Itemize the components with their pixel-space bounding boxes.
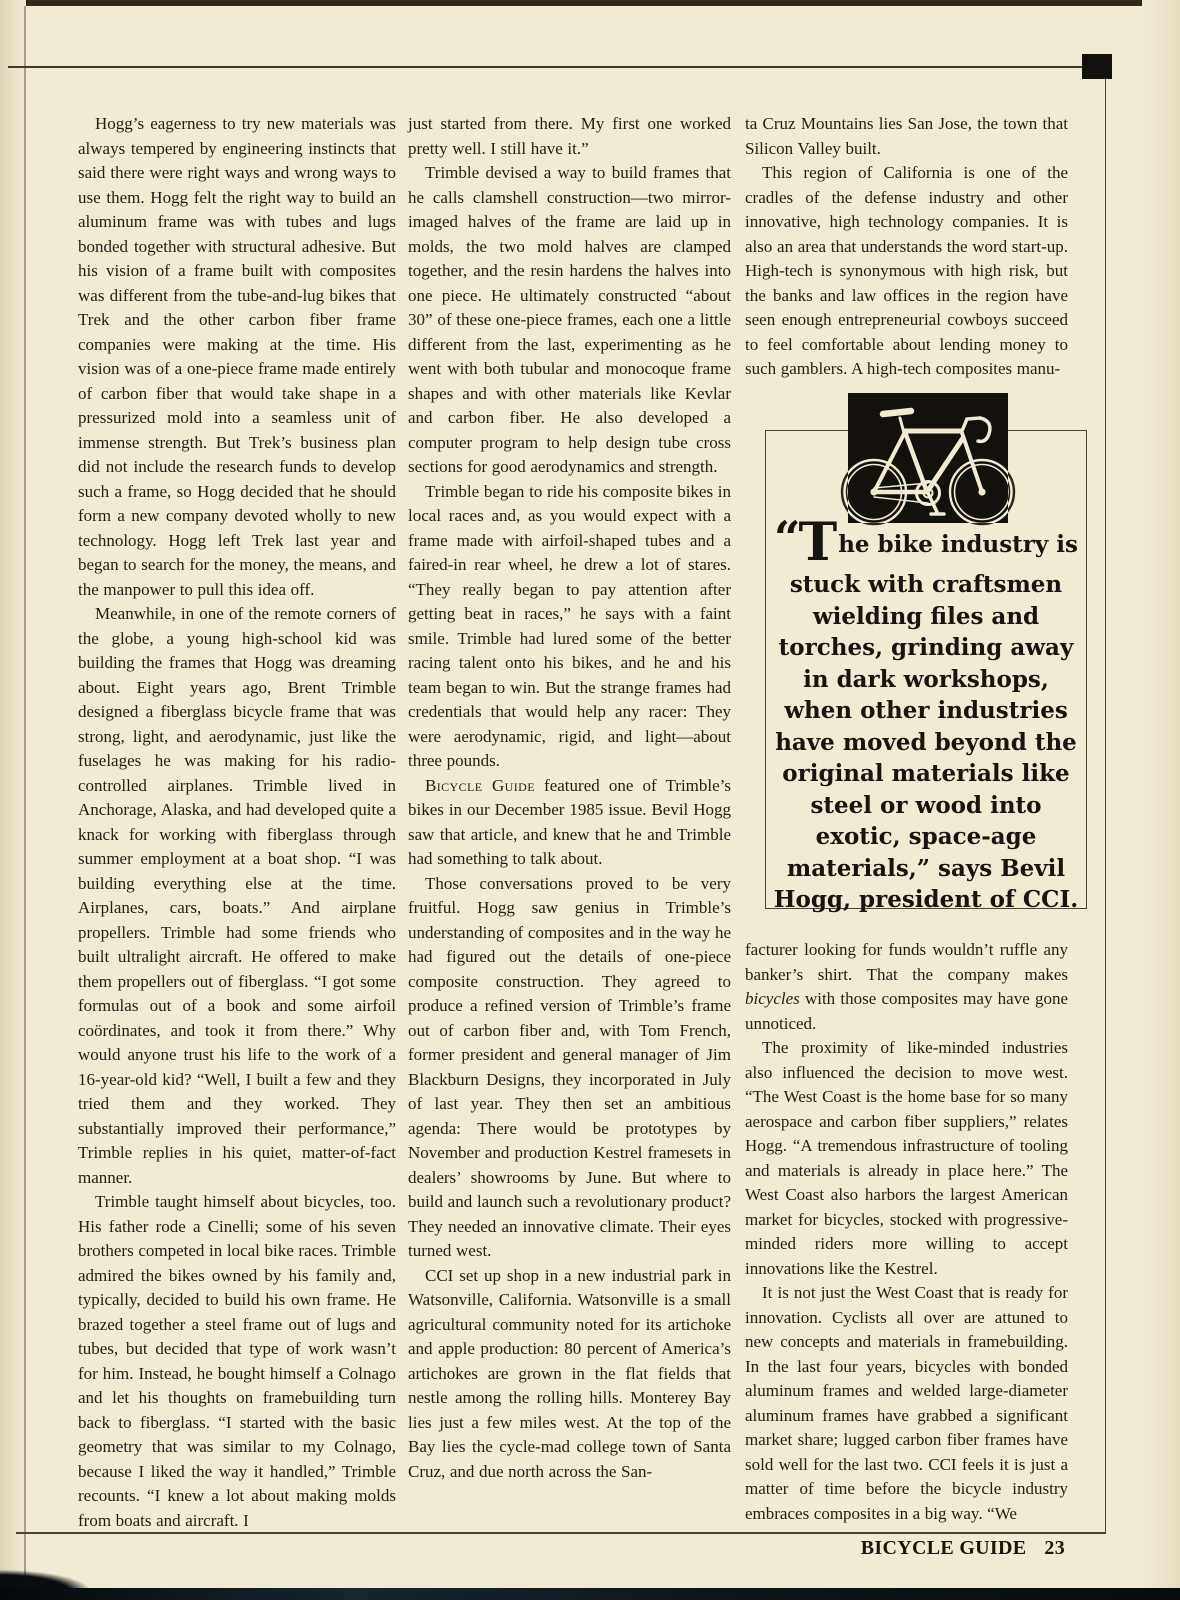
paragraph: It is not just the West Coast that is ready for innovation. Cyclists all over are attuned to new concepts and materials in framebuilding. In the last four years, bicycles with bonded aluminum frames and welded large-diameter aluminum frames have grabbed a significant market share; lugged carbon fiber frames have sold well for the last two. CCI feels it is just a matter of time before the bicycle industry embraces composites in a big way. “We <box>745 1283 1068 1523</box>
pullquote-line: Hogg, president of CCI. <box>773 886 1079 913</box>
pullquote-first-line <box>770 511 1082 573</box>
page-crease-line <box>24 6 26 1594</box>
corner-square-ornament <box>1082 54 1112 79</box>
page-footer <box>745 1537 1065 1560</box>
paragraph: Bicycle Guide featured one of Trimble’s bikes in our December 1985 issue. Bevil Hogg saw that article, and knew that he and Trimble had something to talk about. <box>408 775 731 868</box>
paragraph: Trimble began to ride his composite bikes in local races and, as you would expect with a frame made with airfoil-shaped tubes and a faired-in rear wheel, he drew a lot of stares. “They really began to pay attention after getting beat in races,” he says with a faint smile. Trimble had lured some of the better racing talent onto his bikes, and he and his team began to win. But the strange frames had credentials that would help any racer: They were aerodynamic, rigid, and light—about three pounds. <box>408 481 731 770</box>
top-rule <box>8 66 1084 68</box>
text-column-1 <box>78 112 396 1533</box>
pullquote-first-line-text: he bike industry is <box>838 531 1078 558</box>
paragraph: ta Cruz Mountains lies San Jose, the town that Silicon Valley built. <box>745 114 1068 158</box>
pullquote <box>770 511 1082 916</box>
pullquote-drop-cap: T <box>798 512 838 573</box>
pullquote-line: materials,” says Bevil <box>786 854 1066 882</box>
pullquote-line: steel or wood into <box>810 791 1042 819</box>
magazine-title: BICYCLE GUIDE <box>860 1537 1027 1559</box>
paragraph: Trimble devised a way to build frames that he calls clamshell construction—two mirror-imaged halves of the frame are laid up in molds, the two mold halves are clamped together, and the resin hardens the halves into one piece. He ultimately constructed “about 30” of these one-piece frames, each one a little different from the last, experimenting as he went with both tubular and monocoque frame shapes and with other materials like Kevlar and carbon fiber. He also developed a computer program to help design tube cross sections for good aerodynamics and strength. <box>408 163 731 476</box>
paragraph: just started from there. My first one worked pretty well. I still have it.” <box>408 114 731 158</box>
pullquote-line: torches, grinding away <box>778 634 1074 661</box>
pullquote-line: when other industries <box>784 697 1068 724</box>
paragraph: This region of California is one of the cradles of the defense industry and other innovative, high technology companies. It is also an area that understands the word start-up. High-tech is synonymous with high risk, but the banks and law offices in the region have seen enough entrepreneurial cowboys succeed to feel comfortable about lending money to such gamblers. A high-tech composites manu- <box>745 163 1068 378</box>
paragraph: Meanwhile, in one of the remote corners of the globe, a young high-school kid was building the frames that Hogg was dreaming about. Eight years ago, Brent Trimble designed a fiberglass bicycle frame that was strong, light, and aerodynamic, just like the fuselages he was making for his radio-controlled airplanes. Trimble lived in Anchorage, Alaska, and had developed quite a knack for working with fiberglass through summer employment at a boat shop. “I was building everything else at the time. Airplanes, cars, boats.” And airplane propellers. Trimble had some friends who built ultralight aircraft. He offered to make them propellers out of fiberglass. “I got some formulas out of a book and some airfoil coördinates, and took it from there.” Why would anyone trust his life to the work of a 16-year-old kid? “Well, I built a few and they tried them and they worked. They substantially improved their performance,” Trimble replies in his quiet, matter-of-fact manner. <box>78 604 396 1187</box>
text-column-2 <box>408 112 731 1484</box>
pullquote-line: in dark workshops, <box>803 665 1049 693</box>
pullquote-line: stuck with craftsmen <box>789 571 1063 598</box>
paragraph: Hogg’s eagerness to try new materials was always tempered by engineering instincts that said there were right ways and wrong ways to use them. Hogg felt the right way to build an aluminum frame was with tubes and lugs bonded together with structural adhesive. But his vision of a frame built with composites was different from the tube-and-lug bikes that Trek and the other carbon fiber frame companies were making at the time. His vision was of a one-piece frame made entirely of carbon fiber that would take shape in a pressurized mold into a seamless unit of immense strength. But Trek’s business plan did not include the research funds to develop such a frame, so Hogg decided that he should form a new company devoted wholly to new technology. Hogg left Trek last year and began to search for the money, the means, and the manpower to pull this idea off. <box>78 114 396 599</box>
paragraph: The proximity of like-minded industries also influenced the decision to move west. “The West Coast is the home base for so many aerospace and carbon fiber suppliers,” relates Hogg. “A tremendous infrastructure of tooling and materials is already in place here.” The West Coast also harbors the largest American market for bicycles, stocked with progressive-minded riders more willing to accept innovations like the Kestrel. <box>745 1038 1068 1278</box>
open-quote-mark: “ <box>774 511 799 565</box>
pullquote-line: wielding files and <box>812 602 1040 630</box>
pullquote-line: original materials like <box>782 760 1070 787</box>
page-right-edge-shade <box>1142 0 1180 1600</box>
paragraph: Trimble taught himself about bicycles, too. His father rode a Cinelli; some of his seven brothers competed in local bike races. Trimble admired the bikes owned by his family and, typically, decided to build his own frame. He brazed together a steel frame out of lugs and tubes, but decided that type of work wasn’t for him. Instead, he bought himself a Colnago and let his thoughts on framebuilding turn back to fiberglass. “I started with the basic geometry that was similar to my Colnago, because I liked the way it handled,” Trimble recounts. “I knew a lot about making molds from boats and aircraft. I <box>78 1192 396 1530</box>
right-rule <box>1105 79 1106 1533</box>
text-column-3-bottom <box>745 938 1068 1526</box>
paragraph: facturer looking for funds wouldn’t ruffle any banker’s shirt. That the company makes bicycles with those composites may have gone unnoticed. <box>745 940 1068 1033</box>
paragraph: CCI set up shop in a new industrial park in Watsonville, California. Watsonville is a small agricultural community noted for its artichoke and apple production: 80 percent of America’s artichokes are grown in the flat fields that nestle among the rolling hills. Monterey Bay lies just a few miles west. At the top of the Bay lies the cycle-mad college town of Santa Cruz, and due north across the San- <box>408 1265 731 1481</box>
scan-top-edge <box>0 0 1180 6</box>
pullquote-line: exotic, space-age <box>815 823 1037 850</box>
scan-bottom-edge <box>0 1588 1180 1600</box>
pullquote-lines <box>770 569 1082 916</box>
page-number: 23 <box>1044 1537 1065 1559</box>
bicycle-icon <box>828 393 1028 533</box>
page-gutter-shadow <box>0 0 26 1600</box>
paragraph: Those conversations proved to be very fruitful. Hogg saw genius in Trimble’s understanding of composites and in the way he had figured out the details of one-piece composite construction. They agreed to produce a refined version of Trimble’s frame out of carbon fiber and, with Tom French, former president and general manager of Jim Blackburn Designs, they incorporated in July of last year. They then set an ambitious agenda: There would be prototypes by November and production Kestrel framesets in dealers’ showrooms by June. But where to build and launch such a revolutionary product? They needed an innovative climate. Their eyes turned west. <box>408 873 731 1260</box>
text-column-3-top <box>745 112 1068 382</box>
pullquote-line: have moved beyond the <box>775 728 1077 756</box>
